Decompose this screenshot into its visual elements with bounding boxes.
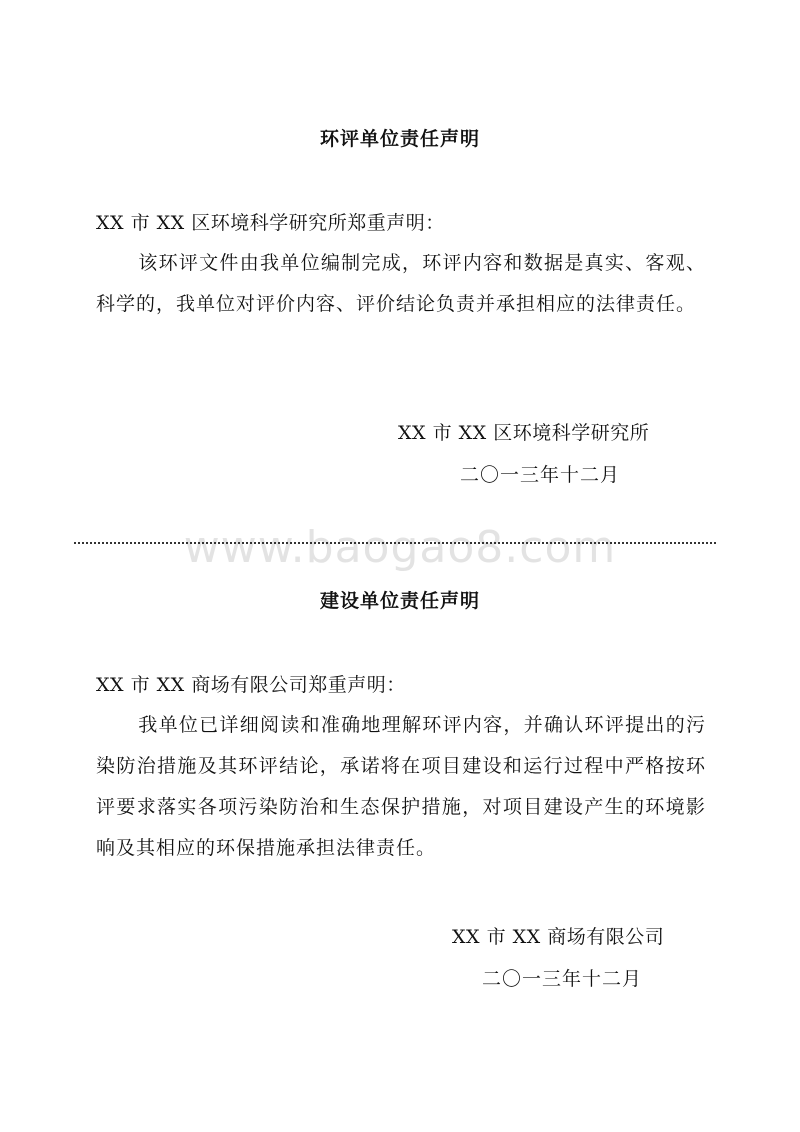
section2-date: 二〇一三年十二月: [482, 968, 643, 990]
section1-body-paragraph: [96, 243, 706, 325]
section-divider: [74, 542, 716, 544]
section1-salutation: XX 市 XX 区环境科学研究所郑重声明：: [96, 212, 445, 234]
section1-title: 环评单位责任声明: [319, 128, 480, 150]
section2-salutation: XX 市 XX 商场有限公司郑重声明：: [96, 674, 406, 696]
section2-title: 建设单位责任声明: [319, 590, 480, 612]
watermark: www.baogao8.com: [183, 522, 617, 573]
section1-body-text: 该环评文件由我单位编制完成，环评内容和数据是真实、客观、科学的，我单位对评价内容、评价结论负责并承担相应的法律责任。: [96, 252, 706, 315]
section1-signatory: XX 市 XX 区环境科学研究所: [398, 422, 650, 444]
section1-date: 二〇一三年十二月: [460, 464, 621, 486]
section2-body-text: 我单位已详细阅读和准确地理解环评内容，并确认环评提出的污染防治措施及其环评结论，承诺将在项目建设和运行过程中严格按环评要求落实各项污染防治和生态保护措施，对项目建设产生的环境影响及其相应的环保措施承担法律责任。: [96, 714, 706, 859]
section2-signatory: XX 市 XX 商场有限公司: [452, 926, 665, 948]
section2-body-paragraph: [96, 705, 706, 869]
